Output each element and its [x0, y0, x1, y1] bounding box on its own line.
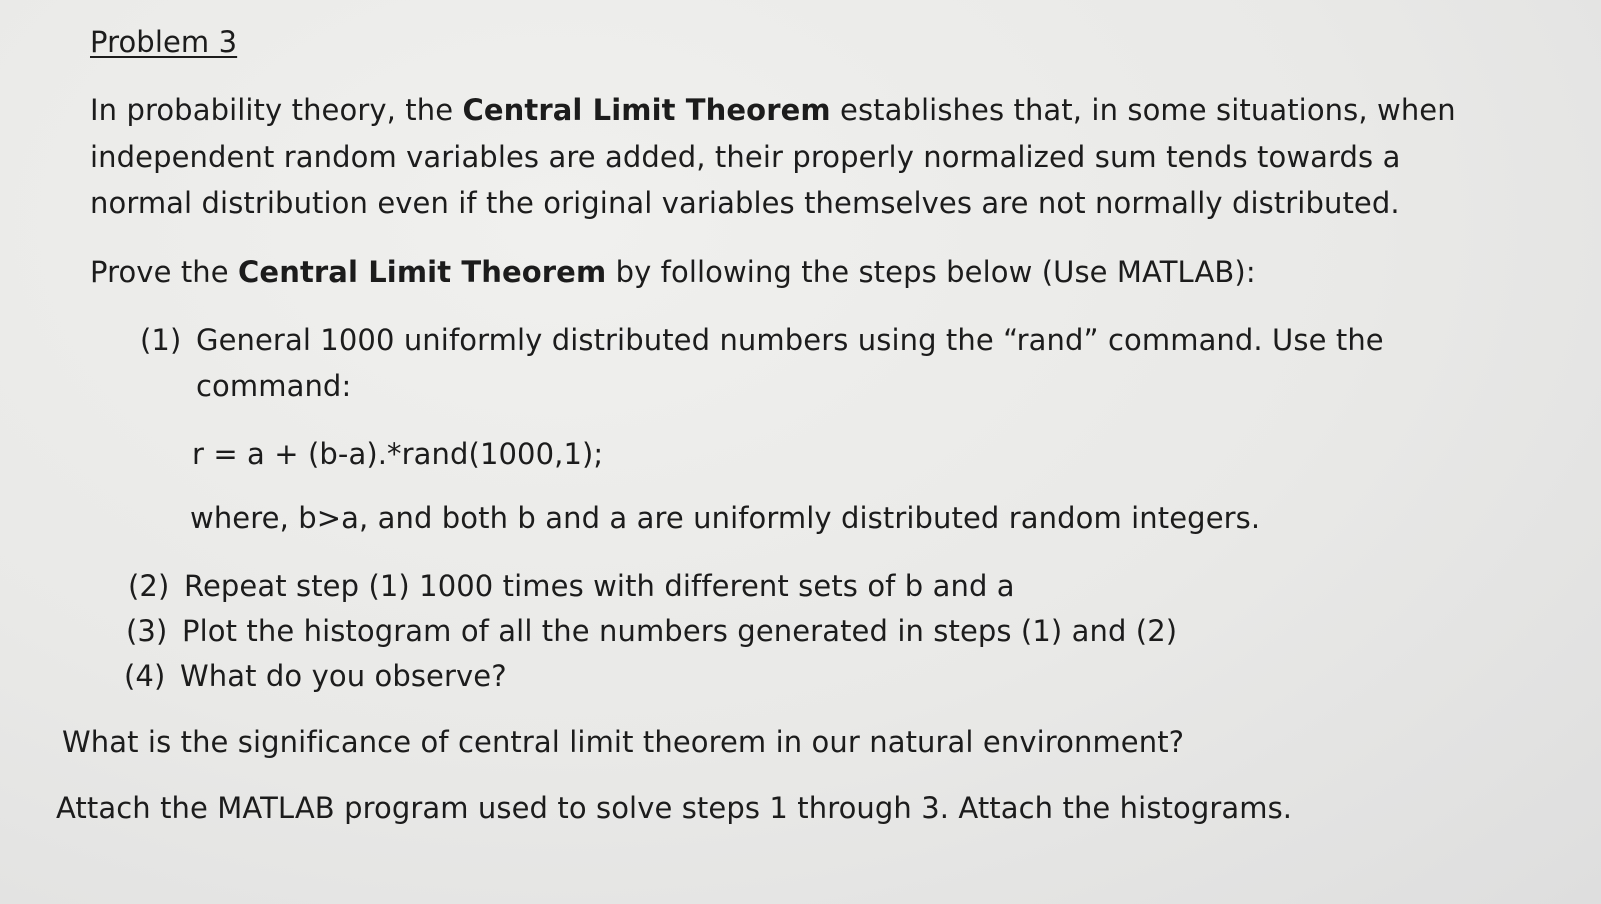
step-text: General 1000 uniformly distributed numbers using the “rand” command. Use the: [196, 323, 1384, 357]
step-1-note: where, b>a, and both b and a are uniformly distributed random integers.: [190, 501, 1261, 535]
question-text: What is the significance of central limit theorem in our natural environment?: [62, 725, 1185, 759]
problem-title: Problem 3: [90, 25, 238, 59]
intro-text: establishes that, in some situations, when: [830, 93, 1456, 127]
step-text: What do you observe?: [180, 659, 507, 693]
attach-instruction: Attach the MATLAB program used to solve steps 1 through 3. Attach the histograms.: [56, 791, 1293, 825]
step-1-continuation: command:: [196, 369, 352, 403]
step-number: (4): [124, 659, 166, 693]
step-1: [140, 322, 1384, 358]
step-number: (3): [126, 614, 168, 648]
step-text: Repeat step (1) 1000 times with different sets of b and a: [184, 569, 1015, 603]
intro-text: In probability theory, the: [90, 93, 463, 127]
prove-text: by following the steps below (Use MATLAB):: [606, 255, 1256, 289]
intro-line-2: independent random variables are added, their properly normalized sum tends towards a: [90, 140, 1401, 174]
prove-text: Prove the: [90, 255, 239, 289]
intro-line-1: [90, 92, 1456, 128]
step-3: [126, 613, 1177, 649]
prove-emphasis: Central Limit Theorem: [238, 255, 607, 289]
step-number: (2): [128, 569, 170, 603]
matlab-code: r = a + (b-a).*rand(1000,1);: [192, 437, 604, 471]
intro-line-3: normal distribution even if the original variables themselves are not normally distributed.: [90, 186, 1400, 220]
step-2: [128, 568, 1015, 604]
step-number: (1): [140, 323, 182, 357]
intro-emphasis: Central Limit Theorem: [462, 93, 831, 127]
step-4: [124, 658, 507, 694]
prove-instruction: [90, 254, 1256, 290]
step-text: Plot the histogram of all the numbers generated in steps (1) and (2): [182, 614, 1178, 648]
